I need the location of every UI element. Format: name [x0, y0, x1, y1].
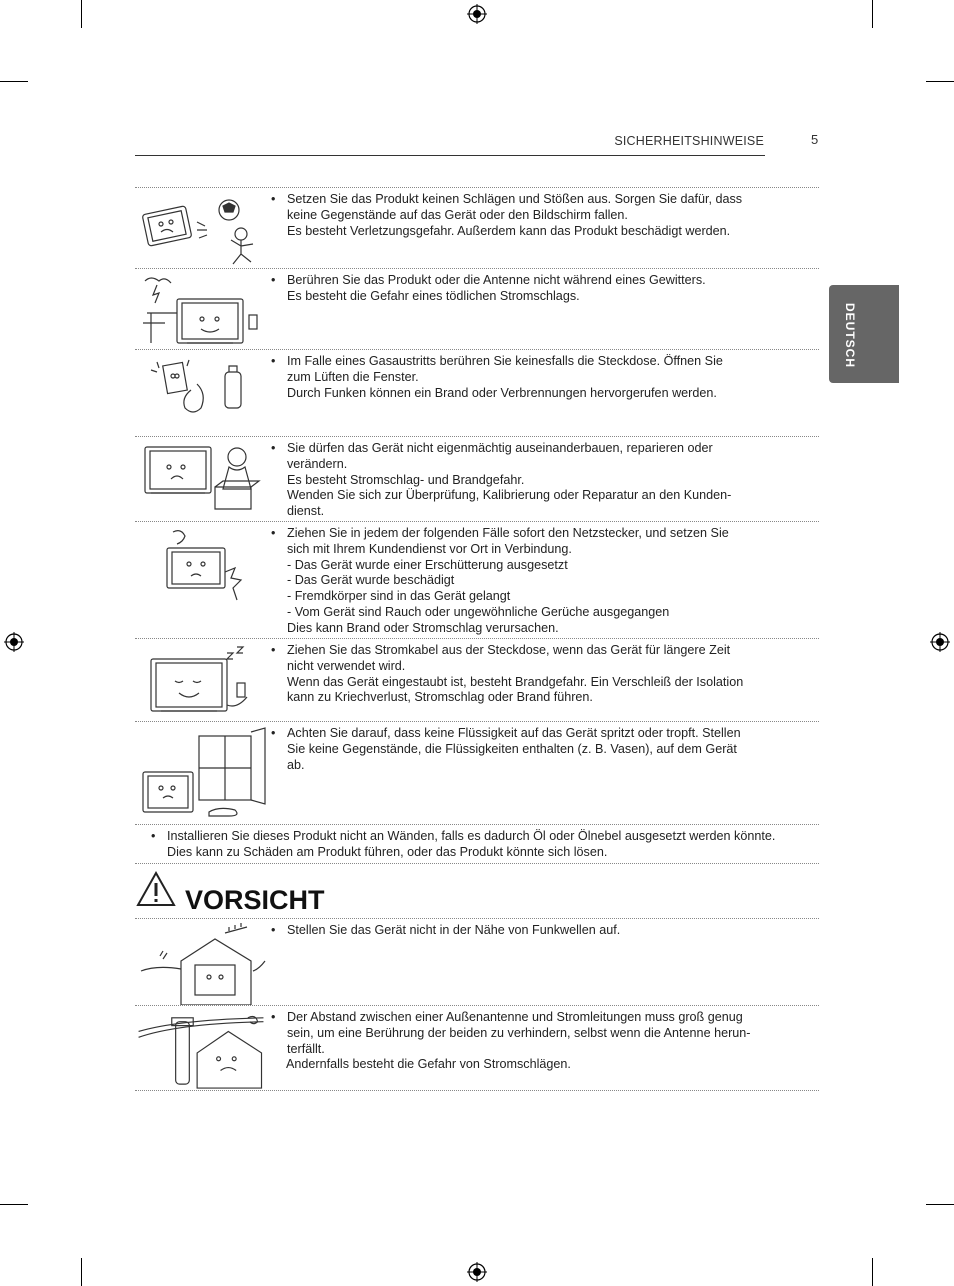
caution-item: [135, 1006, 819, 1090]
warning-line: Dies kann Brand oder Stromschlag verursachen.: [287, 620, 559, 635]
warning-text: • Ziehen Sie in jedem der folgenden Fälle sofort den Netzstecker, und setzen Sie sich mit Ihrem Kundendienst vor Ort in Verbindung. - Das Gerät wurde einer Erschütterung ausgesetzt - Das Gerät wurde beschädigt - Fremdkörper sind in das Gerät gelangt - Vom Gerät sind Rauch oder ungewöhnliche Gerüche ausgegangen Dies kann Brand oder Stromschlag verursachen.: [287, 526, 787, 637]
warning-line: kann zu Kriechverlust, Stromschlag oder Brand führen.: [287, 690, 593, 705]
house-radio-waves-illustration-icon: [137, 923, 267, 1005]
warning-text: • Im Falle eines Gasaustritts berühren Sie keinesfalls die Steckdose. Öffnen Sie zum Lüften die Fenster. Durch Funken können ein Brand oder Verbrennungen hervorgerufen werden.: [287, 354, 787, 401]
warning-line: - Vom Gerät sind Rauch oder ungewöhnliche Gerüche ausgegangen: [287, 604, 670, 619]
registration-mark-icon: [467, 4, 487, 24]
warning-line: keine Gegenstände auf das Gerät oder den Bildschirm fallen.: [287, 207, 628, 222]
warning-line: Wenn das Gerät eingestaubt ist, besteht Brandgefahr. Ein Verschleiß der Isolation: [287, 674, 744, 689]
gas-leak-illustration-icon: [137, 354, 267, 432]
language-tab-label: DEUTSCH: [843, 303, 857, 369]
warning-line: Wenden Sie sich zur Überprüfung, Kalibrierung oder Reparatur an den Kunden-: [287, 488, 732, 503]
warning-line: - Das Gerät wurde beschädigt: [287, 573, 455, 588]
warning-line: Achten Sie darauf, dass keine Flüssigkeit auf das Gerät spritzt oder tropft. Stellen: [287, 726, 741, 740]
warning-item: [135, 722, 819, 824]
warning-triangle-icon: [135, 870, 177, 908]
registration-mark-icon: [930, 632, 950, 652]
crop-mark: [872, 0, 873, 28]
caution-line: Der Abstand zwischen einer Außenantenne und Stromleitungen muss groß genug: [287, 1010, 743, 1024]
tv-smoke-illustration-icon: [137, 526, 267, 608]
divider: [135, 1090, 819, 1091]
tv-sleeping-unplugged-illustration-icon: [137, 643, 267, 721]
warning-line: ab.: [287, 757, 305, 772]
warning-text: • Setzen Sie das Produkt keinen Schlägen und Stößen aus. Sorgen Sie dafür, dass keine Gegenstände auf das Gerät oder den Bildschirm fallen. Es besteht Verletzungsgefahr. Außerdem kann das Produkt beschädigt werden.: [287, 192, 787, 239]
registration-mark-icon: [4, 632, 24, 652]
tv-liquid-window-illustration-icon: [137, 726, 267, 822]
crop-mark: [81, 1258, 82, 1286]
warning-text: • Achten Sie darauf, dass keine Flüssigkeit auf das Gerät spritzt oder tropft. Stellen Sie keine Gegenstände, die Flüssigkeiten enthalten (z. B. Vasen), auf dem Gerät ab.: [287, 726, 787, 773]
tv-impact-illustration-icon: [137, 192, 267, 270]
header-rule: [135, 155, 765, 156]
caution-line: terfällt.: [287, 1041, 325, 1056]
warning-text: • Ziehen Sie das Stromkabel aus der Steckdose, wenn das Gerät für längere Zeit nicht verwendet wird. Wenn das Gerät eingestaubt ist, besteht Brandgefahr. Ein Verschleiß der Isolation kann zu Kriechverlust, Stromschlag oder Brand führen.: [287, 643, 787, 706]
language-tab: [829, 285, 899, 383]
section-title: SICHERHEITSHINWEISE: [614, 134, 764, 148]
warning-line: Berühren Sie das Produkt oder die Antenne nicht während eines Gewitters.: [287, 273, 706, 287]
wall-note-line: Dies kann zu Schäden am Produkt führen, oder das Produkt könnte sich lösen.: [167, 844, 608, 859]
warning-line: nicht verwendet wird.: [287, 658, 406, 673]
crop-mark: [926, 1204, 954, 1205]
caution-line: sein, um eine Berührung der beiden zu verhindern, selbst wenn die Antenne herun-: [287, 1025, 751, 1040]
caution-title: VORSICHT: [185, 885, 325, 915]
antenna-power-line-illustration-icon: [137, 1010, 267, 1090]
warning-item: [135, 269, 819, 349]
crop-mark: [0, 1204, 28, 1205]
caution-text: • Stellen Sie das Gerät nicht in der Nähe von Funkwellen auf.: [287, 923, 787, 939]
caution-item: [135, 919, 819, 1005]
warning-line: zum Lüften die Fenster.: [287, 369, 419, 384]
caution-line: Andernfalls besteht die Gefahr von Stromschlägen.: [286, 1057, 571, 1072]
warning-line: Ziehen Sie in jedem der folgenden Fälle sofort den Netzstecker, und setzen Sie: [287, 526, 729, 540]
warning-text: • Sie dürfen das Gerät nicht eigenmächtig auseinanderbauen, reparieren oder verändern. Es besteht Stromschlag- und Brandgefahr. Wenden Sie sich zur Überprüfung, Kalibrierung oder Reparatur an den Kunden- dienst.: [287, 441, 787, 520]
warning-line: Sie dürfen das Gerät nicht eigenmächtig auseinanderbauen, reparieren oder: [287, 441, 713, 455]
warning-line: - Das Gerät wurde einer Erschütterung ausgesetzt: [287, 557, 568, 572]
warning-item: [135, 639, 819, 721]
registration-mark-icon: [467, 1262, 487, 1282]
warning-line: Im Falle eines Gasaustritts berühren Sie keinesfalls die Steckdose. Öffnen Sie: [287, 354, 723, 368]
warning-line: Sie keine Gegenstände, die Flüssigkeiten enthalten (z. B. Vasen), auf dem Gerät: [287, 741, 737, 756]
warning-line: sich mit Ihrem Kundendienst vor Ort in Verbindung.: [287, 541, 572, 556]
crop-mark: [872, 1258, 873, 1286]
tv-repair-illustration-icon: [137, 441, 267, 519]
warning-line: Es besteht die Gefahr eines tödlichen Stromschlags.: [287, 288, 580, 303]
warning-line: verändern.: [287, 456, 348, 471]
caution-line: Stellen Sie das Gerät nicht in der Nähe von Funkwellen auf.: [287, 923, 621, 937]
page-number: 5: [811, 132, 819, 147]
warning-line: - Fremdkörper sind in das Gerät gelangt: [287, 589, 511, 604]
wall-note-text: • Installieren Sie dieses Produkt nicht an Wänden, falls es dadurch Öl oder Ölnebel ausgesetzt werden könnte. Dies kann zu Schäden am Produkt führen, oder das Produkt könnte sich lösen.: [167, 829, 827, 861]
warning-item: [135, 437, 819, 521]
warning-line: Es besteht Verletzungsgefahr. Außerdem kann das Produkt beschädigt werden.: [287, 223, 731, 238]
caution-text: • Der Abstand zwischen einer Außenantenne und Stromleitungen muss groß genug sein, um eine Berührung der beiden zu verhindern, selbst wenn die Antenne herun- terfällt. Andernfalls besteht die Gefahr von Stromschlägen.: [287, 1010, 787, 1073]
warning-line: Setzen Sie das Produkt keinen Schlägen und Stößen aus. Sorgen Sie dafür, dass: [287, 192, 743, 206]
warning-item: [135, 350, 819, 436]
crop-mark: [926, 81, 954, 82]
warning-line: dienst.: [287, 504, 325, 519]
divider: [135, 863, 819, 864]
crop-mark: [0, 81, 28, 82]
tv-thunderstorm-illustration-icon: [137, 273, 267, 351]
warning-line: Es besteht Stromschlag- und Brandgefahr.: [287, 472, 525, 487]
warning-line: Durch Funken können ein Brand oder Verbrennungen hervorgerufen werden.: [287, 385, 717, 400]
wall-note: [135, 825, 819, 863]
warning-item: [135, 522, 819, 638]
warning-text: • Berühren Sie das Produkt oder die Antenne nicht während eines Gewitters. Es besteht die Gefahr eines tödlichen Stromschlags.: [287, 273, 787, 305]
wall-note-line: Installieren Sie dieses Produkt nicht an Wänden, falls es dadurch Öl oder Ölnebel ausgesetzt werden könnte.: [167, 829, 776, 843]
warning-line: Ziehen Sie das Stromkabel aus der Steckdose, wenn das Gerät für längere Zeit: [287, 643, 731, 657]
warning-item: [135, 188, 819, 268]
crop-mark: [81, 0, 82, 28]
